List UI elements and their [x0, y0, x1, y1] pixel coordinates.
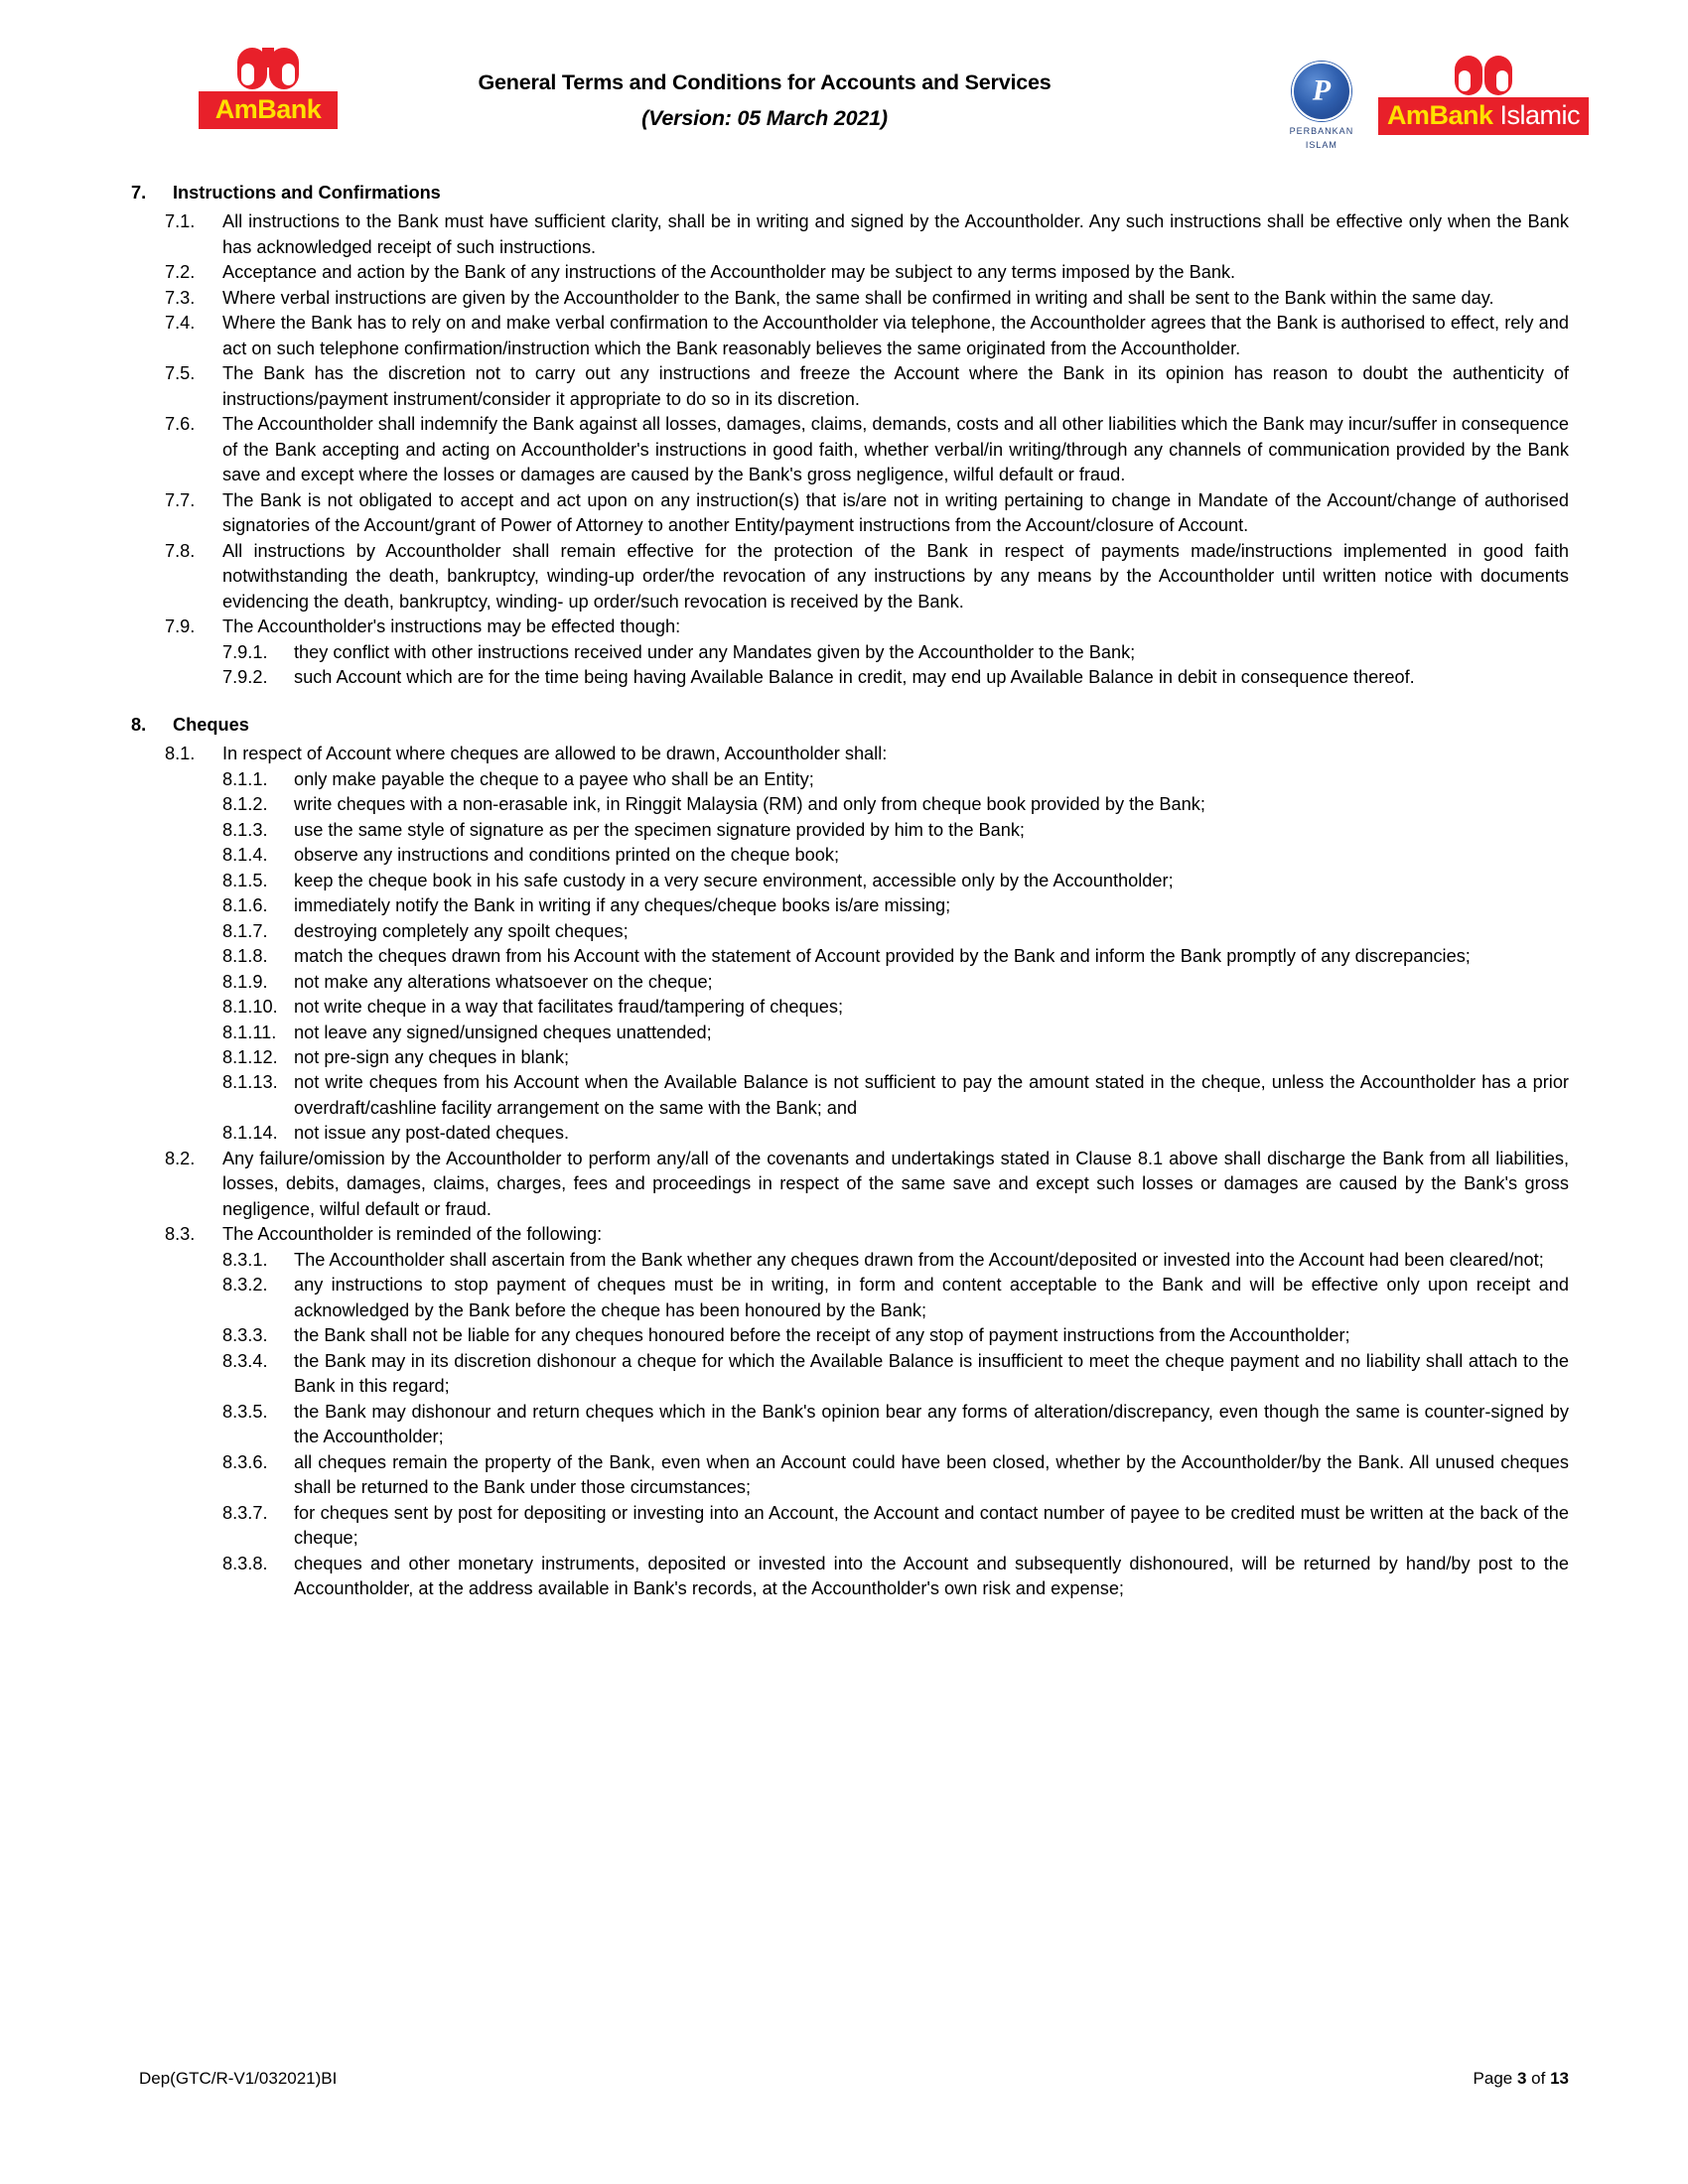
- clause-8-3: [165, 1222, 1569, 1247]
- ambank-islamic-wordmark: [1378, 97, 1589, 135]
- section-heading-8: [119, 713, 1569, 738]
- clause-8-3-6-text: all cheques remain the property of the Bank, even when an Account could have been closed, whether by the Accountholder/by the Bank. All unused cheques shall be returned to the Bank under those circumstances;: [294, 1451, 1569, 1498]
- clause-8-1-3: [222, 818, 1569, 843]
- ambank-wordmark-bank: Bank: [257, 94, 322, 124]
- clause-8-3-4: [222, 1349, 1569, 1400]
- clause-7-3: [165, 286, 1569, 311]
- clause-7-9-2-text: such Account which are for the time being having Available Balance in credit, may end up Available Balance in debit in consequence thereof.: [294, 667, 1415, 688]
- ambank-logo: [199, 48, 338, 129]
- clause-8-3-7-text: for cheques sent by post for depositing or investing into an Account, the Account and contact number of payee to be credited must be written at the back of the cheque;: [294, 1502, 1569, 1549]
- clause-7-2: [165, 260, 1569, 285]
- clause-8-3-3-number: 8.3.3.: [222, 1325, 268, 1346]
- clause-7-8-number: 7.8.: [165, 540, 196, 561]
- clause-8-1-1: [222, 767, 1569, 792]
- clause-8-2: [165, 1147, 1569, 1222]
- perbankan-glyph: P: [1312, 73, 1332, 107]
- footer-page-current: 3: [1516, 2069, 1527, 2088]
- clause-7-7-number: 7.7.: [165, 489, 196, 510]
- clause-8-1-11-number: 8.1.11.: [222, 1022, 277, 1042]
- clause-7-4-text: Where the Bank has to rely on and make verbal confirmation to the Accountholder via telephone, the Accountholder agrees that the Bank is authorised to effect, rely and act on such telephone confirmation/instruction which the Bank reasonably believes the same originated from the Accountholder.: [222, 313, 1569, 358]
- clause-7-7: [165, 488, 1569, 539]
- clause-8-1-8-text: match the cheques drawn from his Account with the statement of Account provided by the Bank and inform the Bank promptly of any discrepancies;: [294, 946, 1471, 967]
- clause-8-3-text: The Accountholder is reminded of the following:: [222, 1224, 603, 1245]
- clause-8-1-1-number: 8.1.1.: [222, 768, 268, 789]
- clause-7-6: [165, 412, 1569, 487]
- clause-8-1-2-number: 8.1.2.: [222, 794, 268, 815]
- clause-8-3-1-number: 8.3.1.: [222, 1249, 268, 1270]
- clause-8-3-5: [222, 1400, 1569, 1450]
- clause-8-1-1-text: only make payable the cheque to a payee who shall be an Entity;: [294, 768, 814, 789]
- page-header: [0, 48, 1688, 159]
- clause-7-9-1-number: 7.9.1.: [222, 641, 268, 662]
- ambank-islamic-islamic: Islamic: [1499, 100, 1580, 130]
- perbankan-islam-logo: [1279, 56, 1364, 152]
- clause-8-1-number: 8.1.: [165, 744, 196, 764]
- section-7-number: 7.: [131, 183, 147, 203]
- clause-8-3-6-number: 8.3.6.: [222, 1451, 268, 1472]
- section-8-title: Cheques: [173, 714, 249, 735]
- clause-8-1-12: [222, 1045, 1569, 1070]
- clause-7-6-text: The Accountholder shall indemnify the Bank against all losses, damages, claims, demands, costs and all other liabilities which the Bank may incur/suffer in consequence of the Bank accepting and acting on Accountholder's instructions in good faith, whether verbal/in writing/through any channels of communication provided by the Bank save and except where the losses or damages are caused by the Bank's gross negligence, wilful default or fraud.: [222, 414, 1569, 485]
- clause-8-1-7: [222, 919, 1569, 944]
- clause-7-9-2-number: 7.9.2.: [222, 667, 268, 688]
- clause-7-1-number: 7.1.: [165, 211, 196, 232]
- document-body: [119, 181, 1569, 1602]
- clause-7-2-number: 7.2.: [165, 262, 196, 283]
- clause-8-1-10: [222, 995, 1569, 1020]
- ambank-wordmark: [199, 91, 338, 129]
- clause-8-1-2: [222, 792, 1569, 817]
- clause-8-1-14: [222, 1121, 1569, 1146]
- document-version: (Version: 05 March 2021): [641, 106, 888, 131]
- clause-8-1-12-text: not pre-sign any cheques in blank;: [294, 1046, 570, 1067]
- clause-8-1-8-number: 8.1.8.: [222, 946, 268, 967]
- footer-page-total: 13: [1550, 2069, 1569, 2088]
- clause-8-1-9: [222, 970, 1569, 995]
- clause-8-1-13-text: not write cheques from his Account when the Available Balance is not sufficient to pay the amount stated in the cheque, unless the Accountholder has a prior overdraft/cashline facility arrangement on the same with the Bank; and: [294, 1072, 1569, 1118]
- clause-7-4-number: 7.4.: [165, 313, 196, 334]
- clause-8-3-7: [222, 1501, 1569, 1552]
- clause-8-3-2: [222, 1273, 1569, 1323]
- footer-doc-ref: Dep(GTC/R-V1/032021)BI: [139, 2069, 338, 2088]
- clause-7-8: [165, 539, 1569, 614]
- clause-8-1-14-text: not issue any post-dated cheques.: [294, 1123, 570, 1144]
- ambank-islamic-infinity-icon: [1455, 56, 1512, 95]
- clause-8-1-7-number: 8.1.7.: [222, 920, 268, 941]
- clause-7-9: [165, 614, 1569, 639]
- clause-8-1-4-text: observe any instructions and conditions printed on the cheque book;: [294, 845, 840, 866]
- clause-7-8-text: All instructions by Accountholder shall remain effective for the protection of the Bank in respect of payments made/instructions implemented in good faith notwithstanding the death, bankruptcy, winding-up order/the revocation of any instructions by any means by the Accountholder until written notice with documents evidencing the death, bankruptcy, winding- up order/such revocation is received by the Bank.: [222, 540, 1569, 612]
- clause-7-9-text: The Accountholder's instructions may be effected though:: [222, 616, 681, 637]
- clause-8-2-text: Any failure/omission by the Accountholder to perform any/all of the covenants and undertakings stated in Clause 8.1 above shall discharge the Bank from all liabilities, losses, debits, damages, claims, charges, fees and proceedings in respect of the same save and except such losses or damages are caused by the Bank's gross negligence, wilful default or fraud.: [222, 1148, 1569, 1219]
- clause-8-1-11-text: not leave any signed/unsigned cheques unattended;: [294, 1022, 712, 1042]
- clause-7-9-1-text: they conflict with other instructions received under any Mandates given by the Accountholder to the Bank;: [294, 641, 1136, 662]
- section-7-title: Instructions and Confirmations: [173, 183, 441, 203]
- clause-8-3-2-text: any instructions to stop payment of cheques must be in writing, in form and content acceptable to the Bank and will be effective only upon receipt and acknowledged by the Bank before the cheque has been honoured by the Bank;: [294, 1275, 1569, 1320]
- clause-8-3-3-text: the Bank shall not be liable for any cheques honoured before the receipt of any stop of payment instructions from the Accountholder;: [294, 1325, 1350, 1346]
- clause-8-3-2-number: 8.3.2.: [222, 1275, 268, 1296]
- clause-8-1-6: [222, 893, 1569, 918]
- clause-7-4: [165, 311, 1569, 361]
- clause-7-9-number: 7.9.: [165, 616, 196, 637]
- clause-8-3-8-text: cheques and other monetary instruments, deposited or invested into the Account and subsequently dishonoured, will be returned by hand/by post to the Accountholder, at the address available in Bank's records, at the Accountholder's own risk and expense;: [294, 1553, 1569, 1599]
- clause-8-1-10-number: 8.1.10.: [222, 997, 278, 1018]
- clause-7-7-text: The Bank is not obligated to accept and act upon on any instruction(s) that is/are not in writing pertaining to change in Mandate of the Account/change of authorised signatories of the Account/grant of Power of Attorney to another Entity/payment instructions from the Account/closure of Account.: [222, 489, 1569, 536]
- section-8-number: 8.: [131, 714, 147, 735]
- clause-8-1-5-text: keep the cheque book in his safe custody in a very secure environment, accessible only by the Accountholder;: [294, 870, 1174, 890]
- footer-page-mid: of: [1526, 2069, 1551, 2088]
- section-heading-7: [119, 181, 1569, 205]
- clause-8-1-14-number: 8.1.14.: [222, 1123, 278, 1144]
- clause-8-1-6-text: immediately notify the Bank in writing if any cheques/cheque books is/are missing;: [294, 895, 951, 916]
- clause-8-1-text: In respect of Account where cheques are allowed to be drawn, Accountholder shall:: [222, 744, 888, 764]
- clause-8-3-1: [222, 1248, 1569, 1273]
- clause-8-3-5-number: 8.3.5.: [222, 1401, 268, 1422]
- clause-8-3-6: [222, 1450, 1569, 1501]
- clause-8-1-12-number: 8.1.12.: [222, 1046, 278, 1067]
- perbankan-label-line1: PERBANKAN: [1289, 126, 1354, 136]
- clause-8-1-9-text: not make any alterations whatsoever on the cheque;: [294, 971, 713, 992]
- clause-8-3-8-number: 8.3.8.: [222, 1553, 268, 1573]
- clause-7-1: [165, 209, 1569, 260]
- clause-7-9-2: [222, 665, 1569, 690]
- clause-8-3-5-text: the Bank may dishonour and return cheques which in the Bank's opinion bear any forms of alteration/discrepancy, even though the same is counter-signed by the Accountholder;: [294, 1401, 1569, 1447]
- perbankan-label: [1279, 125, 1364, 152]
- clause-8-1-13-number: 8.1.13.: [222, 1072, 278, 1093]
- footer-page-number: [1474, 2069, 1569, 2089]
- clause-8-1-5: [222, 869, 1569, 893]
- clause-7-5: [165, 361, 1569, 412]
- clause-8-1-2-text: write cheques with a non-erasable ink, in Ringgit Malaysia (RM) and only from cheque book provided by the Bank;: [294, 794, 1205, 815]
- clause-8-1-10-text: not write cheque in a way that facilitates fraud/tampering of cheques;: [294, 997, 844, 1018]
- ambank-islamic-logo: [1378, 56, 1589, 135]
- clause-7-5-text: The Bank has the discretion not to carry out any instructions and freeze the Account where the Bank in its opinion has reason to doubt the authenticity of instructions/payment instrument/consider it appropriate to do so in its discretion.: [222, 363, 1569, 409]
- clause-7-1-text: All instructions to the Bank must have sufficient clarity, shall be in writing and signed by the Accountholder. Any such instructions shall be effective only when the Bank has acknowledged receipt of such instructions.: [222, 211, 1569, 257]
- clause-8-3-number: 8.3.: [165, 1224, 196, 1245]
- ambank-infinity-icon: [237, 48, 299, 89]
- document-title: General Terms and Conditions for Accounts and Services: [478, 70, 1052, 94]
- clause-8-3-4-text: the Bank may in its discretion dishonour a cheque for which the Available Balance is insufficient to meet the cheque payment and no liability shall attach to the Bank in this regard;: [294, 1350, 1569, 1397]
- clause-7-6-number: 7.6.: [165, 414, 196, 435]
- clause-8-1-3-number: 8.1.3.: [222, 819, 268, 840]
- clause-8-1-6-number: 8.1.6.: [222, 895, 268, 916]
- clause-8-3-4-number: 8.3.4.: [222, 1350, 268, 1371]
- clause-8-2-number: 8.2.: [165, 1148, 196, 1168]
- header-title-block: [377, 68, 1152, 131]
- perbankan-islam-icon: [1292, 62, 1351, 121]
- ambank-wordmark-am: Am: [214, 94, 258, 124]
- clause-8-1-8: [222, 944, 1569, 969]
- clause-8-3-8: [222, 1552, 1569, 1602]
- clause-8-1-4: [222, 843, 1569, 868]
- clause-7-2-text: Acceptance and action by the Bank of any instructions of the Accountholder may be subject to any terms imposed by the Bank.: [222, 262, 1236, 283]
- clause-8-3-7-number: 8.3.7.: [222, 1502, 268, 1523]
- clause-7-9-1: [222, 640, 1569, 665]
- clause-8-1-9-number: 8.1.9.: [222, 971, 268, 992]
- page-footer: [139, 2069, 1569, 2089]
- ambank-islamic-am: AmBank: [1386, 100, 1493, 130]
- clause-8-1-13: [222, 1070, 1569, 1121]
- clause-8-3-3: [222, 1323, 1569, 1348]
- clause-8-1-4-number: 8.1.4.: [222, 845, 268, 866]
- clause-7-3-number: 7.3.: [165, 287, 196, 308]
- clause-7-5-number: 7.5.: [165, 363, 196, 384]
- clause-7-3-text: Where verbal instructions are given by the Accountholder to the Bank, the same shall be confirmed in writing and shall be sent to the Bank within the same day.: [222, 287, 1494, 308]
- clause-8-1-5-number: 8.1.5.: [222, 870, 268, 890]
- header-right-logos: [1279, 56, 1589, 152]
- perbankan-label-line2: ISLAM: [1305, 139, 1337, 150]
- clause-8-1-7-text: destroying completely any spoilt cheques;: [294, 920, 629, 941]
- clause-8-1: [165, 742, 1569, 766]
- clause-8-1-11: [222, 1021, 1569, 1045]
- clause-8-3-1-text: The Accountholder shall ascertain from the Bank whether any cheques drawn from the Account/deposited or invested into the Account had been cleared/not;: [294, 1249, 1544, 1270]
- footer-page-prefix: Page: [1473, 2069, 1517, 2088]
- clause-8-1-3-text: use the same style of signature as per the specimen signature provided by him to the Bank;: [294, 819, 1025, 840]
